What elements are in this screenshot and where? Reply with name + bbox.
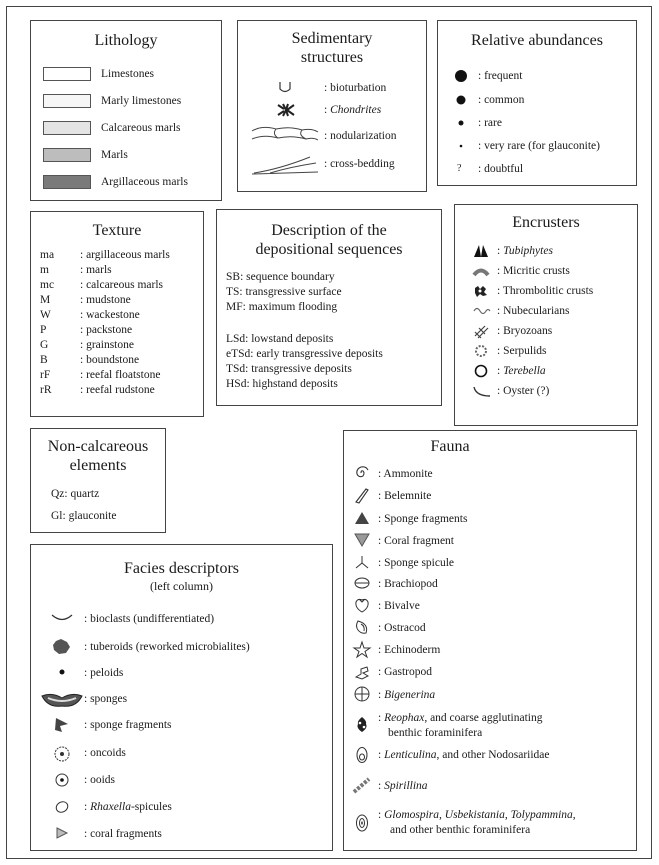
common-dot-icon bbox=[454, 93, 468, 107]
sedimentary-title: Sedimentary bbox=[291, 30, 373, 47]
fauna-label: : Ammonite bbox=[378, 468, 433, 480]
serpulid-icon bbox=[472, 343, 492, 359]
noncalc-panel bbox=[30, 428, 166, 533]
facies-label: : peloids bbox=[84, 667, 124, 679]
fauna-label: : Belemnite bbox=[378, 490, 432, 502]
texture-label: : wackestone bbox=[80, 309, 140, 321]
peloid-icon bbox=[48, 664, 76, 680]
sedimentary-label: : nodularization bbox=[324, 130, 397, 142]
fauna-label-line2: benthic foraminifera bbox=[388, 727, 483, 739]
facies-label: : sponges bbox=[84, 693, 128, 705]
oyster-icon bbox=[472, 383, 492, 399]
fauna-label: : Sponge fragments bbox=[378, 513, 468, 525]
abundances-panel bbox=[437, 20, 637, 186]
noncalc-line: Qz: quartz bbox=[51, 488, 100, 500]
coral-fragment-icon bbox=[352, 531, 372, 551]
argillaceous-marls-swatch bbox=[43, 175, 91, 189]
ammonite-icon bbox=[352, 464, 372, 484]
noncalc-title: Non-calcareous bbox=[47, 438, 149, 455]
fauna-label: : Gastropod bbox=[378, 666, 432, 678]
facies-label: : Rhaxella-spicules bbox=[84, 801, 172, 813]
texture-abbr: B bbox=[40, 354, 48, 366]
thrombolitic-crust-icon bbox=[472, 283, 492, 299]
texture-abbr: m bbox=[40, 264, 49, 276]
cross-bedding-icon bbox=[250, 151, 320, 177]
texture-label: : marls bbox=[80, 264, 112, 276]
belemnite-icon bbox=[352, 486, 372, 506]
texture-label: : mudstone bbox=[80, 294, 131, 306]
texture-label: : packstone bbox=[80, 324, 133, 336]
encruster-label: : Serpulids bbox=[497, 345, 547, 357]
fauna-label: : Ostracod bbox=[378, 622, 426, 634]
facies-label: : coral fragments bbox=[84, 828, 162, 840]
doubtful-symbol: ? bbox=[457, 163, 462, 174]
limestones-swatch bbox=[43, 67, 91, 81]
depositional-line: SB: sequence boundary bbox=[226, 271, 335, 283]
facies-subtitle: (left column) bbox=[150, 579, 213, 593]
fauna-label: : Brachiopod bbox=[378, 578, 438, 590]
facies-label: : tuberoids (reworked microbialites) bbox=[84, 641, 250, 653]
fauna-label: : Coral fragment bbox=[378, 535, 455, 547]
gastropod-icon bbox=[352, 662, 372, 682]
depositional-line: eTSd: early transgressive deposits bbox=[226, 348, 383, 360]
facies-label: : ooids bbox=[84, 774, 115, 786]
lithology-panel bbox=[30, 20, 222, 201]
facies-label: : bioclasts (undifferentiated) bbox=[84, 613, 215, 625]
calcareous-marls-swatch bbox=[43, 121, 91, 135]
ooid-icon bbox=[48, 771, 76, 789]
lithology-label: Marls bbox=[101, 149, 128, 161]
micritic-crust-icon bbox=[472, 263, 492, 279]
fauna-label: : Bivalve bbox=[378, 600, 420, 612]
bioclast-icon bbox=[48, 610, 76, 626]
texture-title: Texture bbox=[92, 222, 142, 239]
tubiphytes-icon bbox=[472, 243, 492, 259]
texture-label: : calcareous marls bbox=[80, 279, 164, 291]
lithology-title: Lithology bbox=[94, 32, 158, 49]
fauna-label: : Sponge spicule bbox=[378, 557, 455, 569]
depositional-panel bbox=[216, 209, 442, 406]
texture-abbr: ma bbox=[40, 249, 55, 261]
texture-label: : argillaceous marls bbox=[80, 249, 170, 261]
encruster-label: : Nubecularians bbox=[497, 305, 570, 317]
facies-title: Facies descriptors bbox=[123, 560, 240, 577]
echinoderm-icon bbox=[352, 640, 372, 660]
lithology-label: Marly limestones bbox=[101, 95, 182, 107]
oncoid-icon bbox=[48, 744, 76, 764]
rare-dot-icon bbox=[454, 116, 468, 130]
encruster-label: : Thrombolitic crusts bbox=[497, 285, 594, 297]
marls-swatch bbox=[43, 148, 91, 162]
lenticulina-icon bbox=[352, 745, 372, 765]
very-rare-dot-icon bbox=[454, 139, 468, 153]
encruster-label: : Tubiphytes bbox=[497, 245, 553, 257]
abundance-label: : rare bbox=[478, 117, 502, 129]
rhaxella-spicule-icon bbox=[48, 798, 76, 816]
reophax-icon bbox=[352, 715, 372, 735]
fauna-label: : Glomospira, Usbekistania, Tolypammina, bbox=[378, 809, 576, 821]
texture-abbr: rR bbox=[40, 384, 52, 396]
depositional-line: TS: transgressive surface bbox=[226, 286, 342, 298]
fauna-label: : Spirillina bbox=[378, 780, 428, 792]
encrusters-title: Encrusters bbox=[512, 214, 580, 231]
bryozoan-icon bbox=[472, 323, 492, 339]
texture-label: : reefal rudstone bbox=[80, 384, 155, 396]
lithology-label: Argillaceous marls bbox=[101, 176, 188, 188]
facies-label: : sponge fragments bbox=[84, 719, 172, 731]
texture-label: : reefal floatstone bbox=[80, 369, 161, 381]
texture-abbr: P bbox=[40, 324, 47, 336]
spirillina-icon bbox=[352, 776, 372, 796]
fauna-label: : Reophax, and coarse agglutinating bbox=[378, 712, 543, 724]
fauna-label: : Bigenerina bbox=[378, 689, 436, 701]
nodularization-icon bbox=[250, 123, 320, 145]
ostracod-icon bbox=[352, 618, 372, 638]
lithology-label: Calcareous marls bbox=[101, 122, 181, 134]
nubecularian-icon bbox=[472, 303, 492, 319]
encruster-label: : Oyster (?) bbox=[497, 385, 550, 397]
lithology-label: Limestones bbox=[101, 68, 155, 80]
fauna-label-line2: and other benthic foraminifera bbox=[390, 824, 531, 836]
abundance-label: : doubtful bbox=[478, 163, 524, 175]
sponge-icon bbox=[40, 690, 84, 710]
depositional-line: TSd: transgressive deposits bbox=[226, 363, 352, 375]
sponge-spicule-icon bbox=[352, 553, 372, 573]
abundance-label: : frequent bbox=[478, 70, 523, 82]
fauna-title: Fauna bbox=[430, 438, 470, 455]
sponge-fragment-icon bbox=[48, 716, 76, 734]
abundance-label: : very rare (for glauconite) bbox=[478, 140, 600, 152]
facies-label: : oncoids bbox=[84, 747, 126, 759]
fauna-label: : Lenticulina, and other Nodosariidae bbox=[378, 749, 550, 761]
encruster-label: : Micritic crusts bbox=[497, 265, 570, 277]
bioturbation-icon bbox=[276, 80, 294, 96]
texture-abbr: W bbox=[40, 309, 51, 321]
chondrites-icon bbox=[274, 102, 298, 118]
texture-label: : grainstone bbox=[80, 339, 134, 351]
sedimentary-title-2: structures bbox=[300, 49, 364, 66]
brachiopod-icon bbox=[352, 574, 372, 594]
sedimentary-label: : bioturbation bbox=[324, 82, 387, 94]
terebella-icon bbox=[472, 363, 492, 379]
texture-label: : boundstone bbox=[80, 354, 140, 366]
texture-abbr: G bbox=[40, 339, 49, 351]
noncalc-title-2: elements bbox=[69, 457, 127, 474]
depositional-title-2: depositional sequences bbox=[255, 241, 403, 258]
sponge-fragment-icon bbox=[352, 509, 372, 529]
abundances-title: Relative abundances bbox=[471, 32, 603, 49]
sedimentary-label: : Chondrites bbox=[324, 104, 382, 116]
encruster-label: : Terebella bbox=[497, 365, 546, 377]
depositional-line: MF: maximum flooding bbox=[226, 301, 338, 313]
glomospira-icon bbox=[352, 812, 372, 834]
noncalc-line: Gl: glauconite bbox=[51, 510, 117, 522]
texture-abbr: mc bbox=[40, 279, 55, 291]
depositional-line: HSd: highstand deposits bbox=[226, 378, 338, 390]
depositional-title: Description of the bbox=[271, 222, 387, 239]
depositional-line: LSd: lowstand deposits bbox=[226, 333, 334, 345]
encruster-label: : Bryozoans bbox=[497, 325, 553, 337]
texture-abbr: M bbox=[40, 294, 51, 306]
tuberoid-icon bbox=[48, 638, 76, 656]
fauna-label: : Echinoderm bbox=[378, 644, 441, 656]
bivalve-icon bbox=[352, 596, 372, 616]
abundance-label: : common bbox=[478, 94, 525, 106]
sedimentary-label: : cross-bedding bbox=[324, 158, 395, 170]
coral-fragment-icon bbox=[48, 825, 76, 841]
texture-abbr: rF bbox=[40, 369, 51, 381]
frequent-dot-icon bbox=[454, 69, 468, 83]
marly-limestones-swatch bbox=[43, 94, 91, 108]
sedimentary-panel bbox=[237, 20, 427, 192]
bigenerina-icon bbox=[352, 685, 372, 705]
